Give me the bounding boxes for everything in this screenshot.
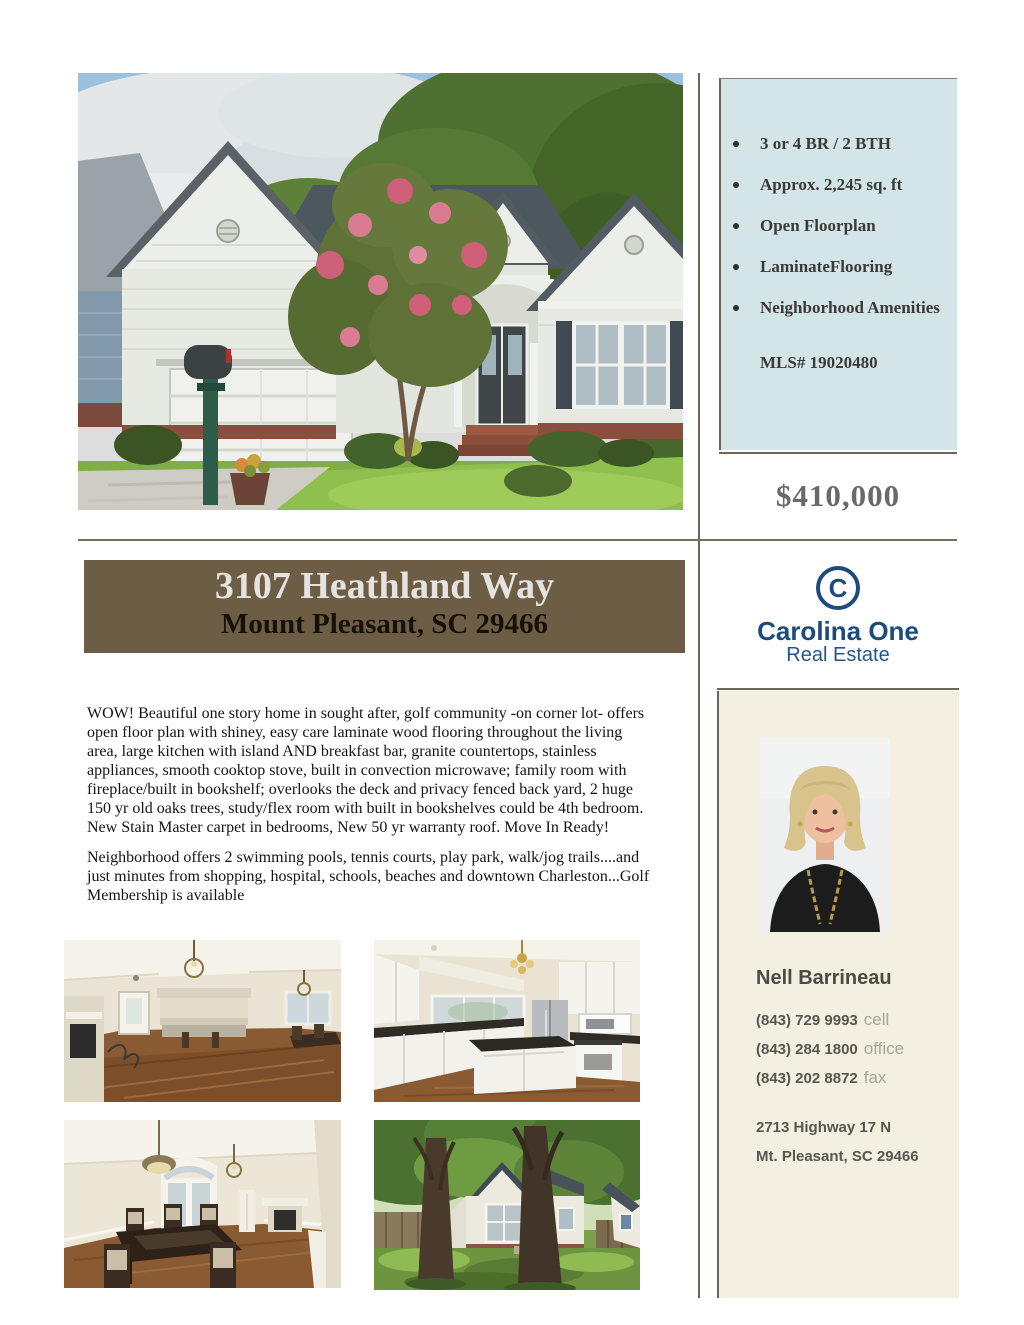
city-state-zip: Mount Pleasant, SC 29466 (220, 608, 549, 640)
description-line: WOW! Beautiful one story home in sought after, golf community -on corner lot- offers (87, 705, 645, 722)
feature-label: Approx. 2,245 sq. ft (760, 175, 903, 194)
price: $410,000 (775, 478, 901, 513)
description-paragraph-2 (87, 848, 687, 905)
agent-name: Nell Barrineau (756, 967, 892, 989)
mls-number: MLS# 19020480 (760, 353, 878, 372)
feature-label: Neighborhood Amenities (760, 298, 940, 317)
dining-room-illustration (64, 1120, 341, 1288)
address-banner (84, 560, 685, 653)
backyard-photo (374, 1120, 640, 1290)
feature-label: Open Floorplan (760, 216, 876, 235)
description-line: area, large kitchen with island AND breakfast bar, granite countertops, stainless (87, 743, 597, 760)
phone-label: cell (863, 1010, 890, 1029)
feature-item (721, 216, 947, 235)
description-line: appliances, smooth cooktop stove, built in convection microwave; family room with (87, 762, 627, 779)
phone-number: (843) 729 9993 (756, 1012, 858, 1029)
phone-label: fax (863, 1068, 887, 1087)
description-paragraph-1 (87, 704, 687, 837)
dining-room-photo (64, 1120, 341, 1288)
phone-fax (756, 1068, 886, 1097)
brokerage-tagline: Real Estate (786, 644, 890, 666)
main-exterior-photo (78, 73, 683, 510)
phone-number: (843) 202 8872 (756, 1070, 858, 1087)
description-line: 150 yr old oaks trees, study/flex room with built in bookshelves could be 4th bedroom. (87, 800, 644, 817)
property-description (87, 704, 687, 905)
feature-label: 3 or 4 BR / 2 BTH (760, 134, 891, 153)
agent-portrait-photo (760, 738, 890, 932)
feature-item (721, 298, 947, 317)
column-divider-rule (698, 73, 700, 1298)
description-line: open floor plan with shiney, easy care laminate wood flooring throughout the living (87, 724, 623, 741)
agent-panel (717, 691, 959, 1298)
exterior-illustration (78, 73, 683, 510)
backyard-illustration (374, 1120, 640, 1290)
phone-number: (843) 284 1800 (756, 1041, 858, 1058)
feature-item (721, 257, 947, 276)
brokerage-name: Carolina One (757, 616, 919, 646)
living-room-photo (64, 940, 341, 1102)
feature-label: LaminateFlooring (760, 257, 893, 276)
office-address-line1: 2713 Highway 17 N (756, 1119, 892, 1136)
office-address-line2: Mt. Pleasant, SC 29466 (756, 1148, 919, 1165)
brokerage-logo (719, 541, 957, 688)
feature-panel (719, 78, 957, 450)
description-line: just minutes from shopping, hospital, schools, beaches and downtown Charleston...Golf (87, 868, 650, 885)
agent-portrait-illustration (760, 738, 890, 932)
description-line: fireplace/built in bookshelf; overlooks the deck and privacy fenced back yard, 2 huge (87, 781, 634, 798)
description-line: Membership is available (87, 887, 245, 904)
phone-label: office (863, 1039, 905, 1058)
feature-item (721, 134, 947, 153)
description-line: New Stain Master carpet in bedrooms, New 50 yr warranty roof. Move In Ready! (87, 819, 610, 836)
phone-office (756, 1039, 904, 1068)
kitchen-illustration (374, 940, 640, 1102)
kitchen-photo (374, 940, 640, 1102)
rule-under-logo (717, 688, 959, 690)
description-line: Neighborhood offers 2 swimming pools, tennis courts, play park, walk/jog trails....and (87, 849, 640, 866)
street-address: 3107 Heathland Way (214, 565, 555, 607)
living-room-illustration (64, 940, 341, 1102)
rule-under-features (719, 452, 957, 454)
carolina-one-c-icon: C (816, 566, 860, 610)
feature-item (721, 175, 947, 194)
phone-cell (756, 1010, 889, 1039)
